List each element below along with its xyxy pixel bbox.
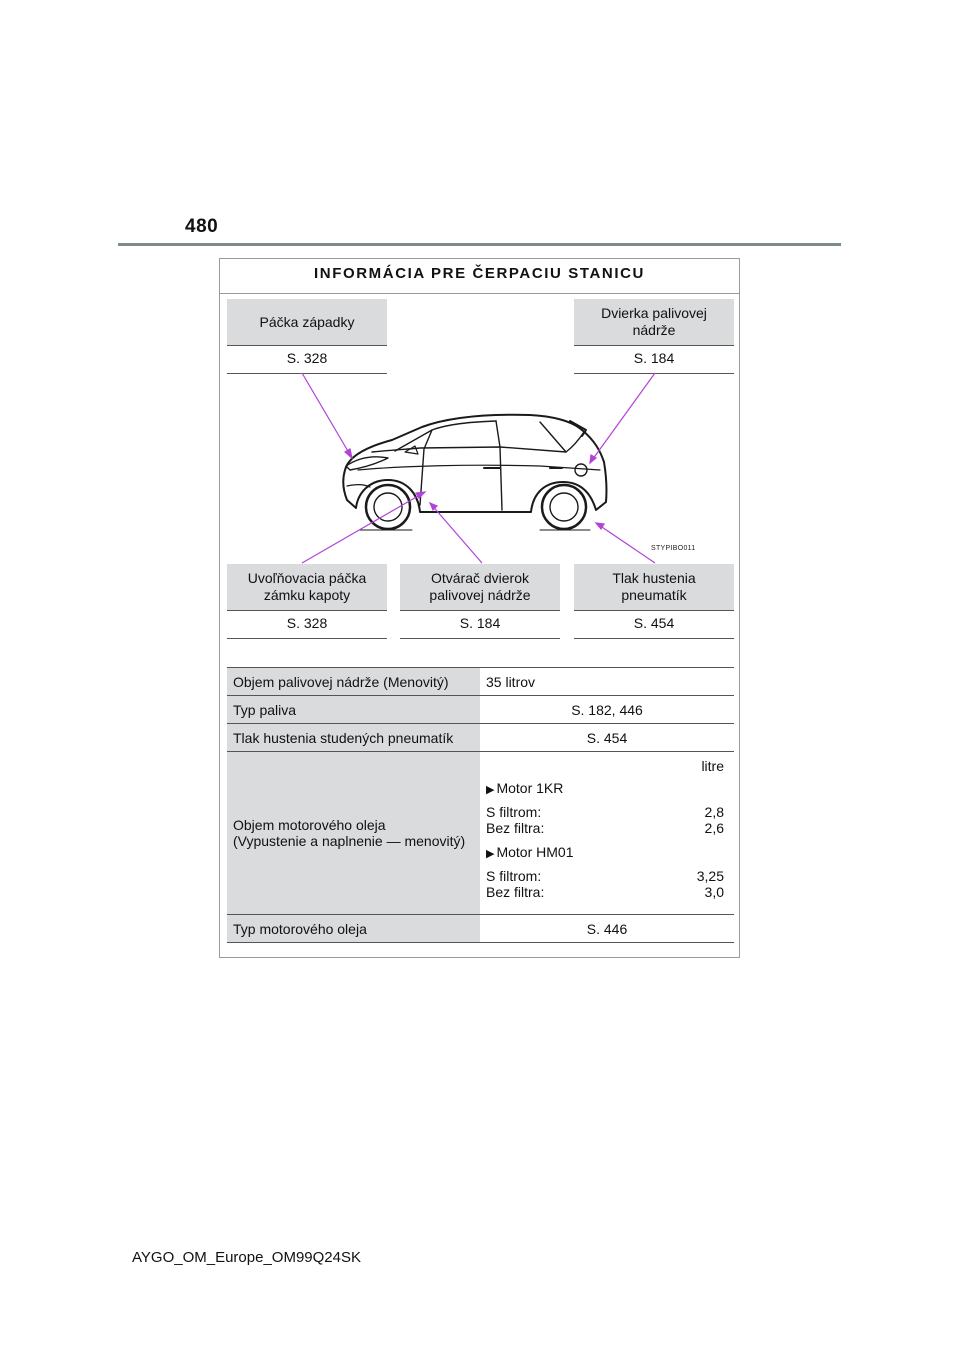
table-row-oil-capacity: [227, 752, 734, 915]
spec-label: Typ paliva: [227, 696, 480, 724]
triangle-bullet-icon: ▶: [486, 848, 495, 860]
spec-table: [227, 667, 734, 943]
page-number: 480: [185, 216, 219, 237]
oil-without-filter: [486, 820, 724, 836]
callout-label: Páčka západky: [227, 299, 387, 345]
callout-label: Tlak hustenia pneumatík: [574, 564, 734, 610]
engine-heading: [486, 844, 724, 860]
callout-label: Uvoľňovacia páčka zámku kapoty: [227, 564, 387, 610]
unit-label: litre: [701, 758, 724, 774]
callout-page-ref[interactable]: S. 328: [227, 345, 387, 374]
engine-name: Motor 1KR: [496, 780, 564, 796]
table-row: [227, 696, 734, 724]
callout-fuel-opener: [400, 564, 560, 639]
image-code: STYPIBO011: [651, 545, 696, 552]
kv-label: S filtrom:: [486, 804, 542, 820]
kv-label: S filtrom:: [486, 868, 542, 884]
callout-page-ref[interactable]: S. 184: [574, 345, 734, 374]
triangle-bullet-icon: ▶: [486, 784, 495, 796]
engine-name: Motor HM01: [496, 844, 574, 860]
callout-label: Otvárač dvierok palivovej nádrže: [400, 564, 560, 610]
engine-group: [486, 780, 724, 836]
spec-page-ref[interactable]: S. 182, 446: [480, 696, 734, 724]
car-outline: [343, 415, 606, 530]
spec-label: Tlak hustenia studených pneumatík: [227, 724, 480, 752]
callout-page-ref[interactable]: S. 184: [400, 610, 560, 639]
spec-page-ref[interactable]: S. 446: [480, 915, 734, 943]
kv-value: 3,25: [696, 868, 724, 884]
kv-value: 2,8: [704, 804, 724, 820]
spec-label-line: Objem motorového oleja: [233, 817, 386, 833]
spec-label: Typ motorového oleja: [227, 915, 480, 943]
oil-capacity-values: [480, 752, 734, 915]
panel-title: INFORMÁCIA PRE ČERPACIU STANICU: [220, 259, 739, 294]
table-row: [227, 724, 734, 752]
oil-without-filter: [486, 884, 724, 900]
engine-heading: [486, 780, 724, 796]
table-row: [227, 915, 734, 943]
leader-lines: [302, 373, 655, 563]
spec-page-ref[interactable]: S. 454: [480, 724, 734, 752]
callout-hood-release: [227, 564, 387, 639]
callout-page-ref[interactable]: S. 328: [227, 610, 387, 639]
oil-with-filter: [486, 804, 724, 820]
callout-page-ref[interactable]: S. 454: [574, 610, 734, 639]
spec-label: Objem palivovej nádrže (Menovitý): [227, 668, 480, 696]
document-footer: AYGO_OM_Europe_OM99Q24SK: [132, 1249, 361, 1266]
spec-label-line: (Vypustenie a naplnenie — menovitý): [233, 833, 466, 849]
table-row: [227, 668, 734, 696]
engine-group: [486, 844, 724, 900]
callout-tire-pressure: [574, 564, 734, 639]
kv-label: Bez filtra:: [486, 820, 545, 836]
kv-value: 3,0: [704, 884, 724, 900]
spec-value: 35 litrov: [480, 668, 734, 696]
callout-label: Dvierka palivovej nádrže: [574, 299, 734, 345]
oil-with-filter: [486, 868, 724, 884]
kv-value: 2,6: [704, 820, 724, 836]
kv-label: Bez filtra:: [486, 884, 545, 900]
spec-label: [227, 752, 480, 915]
